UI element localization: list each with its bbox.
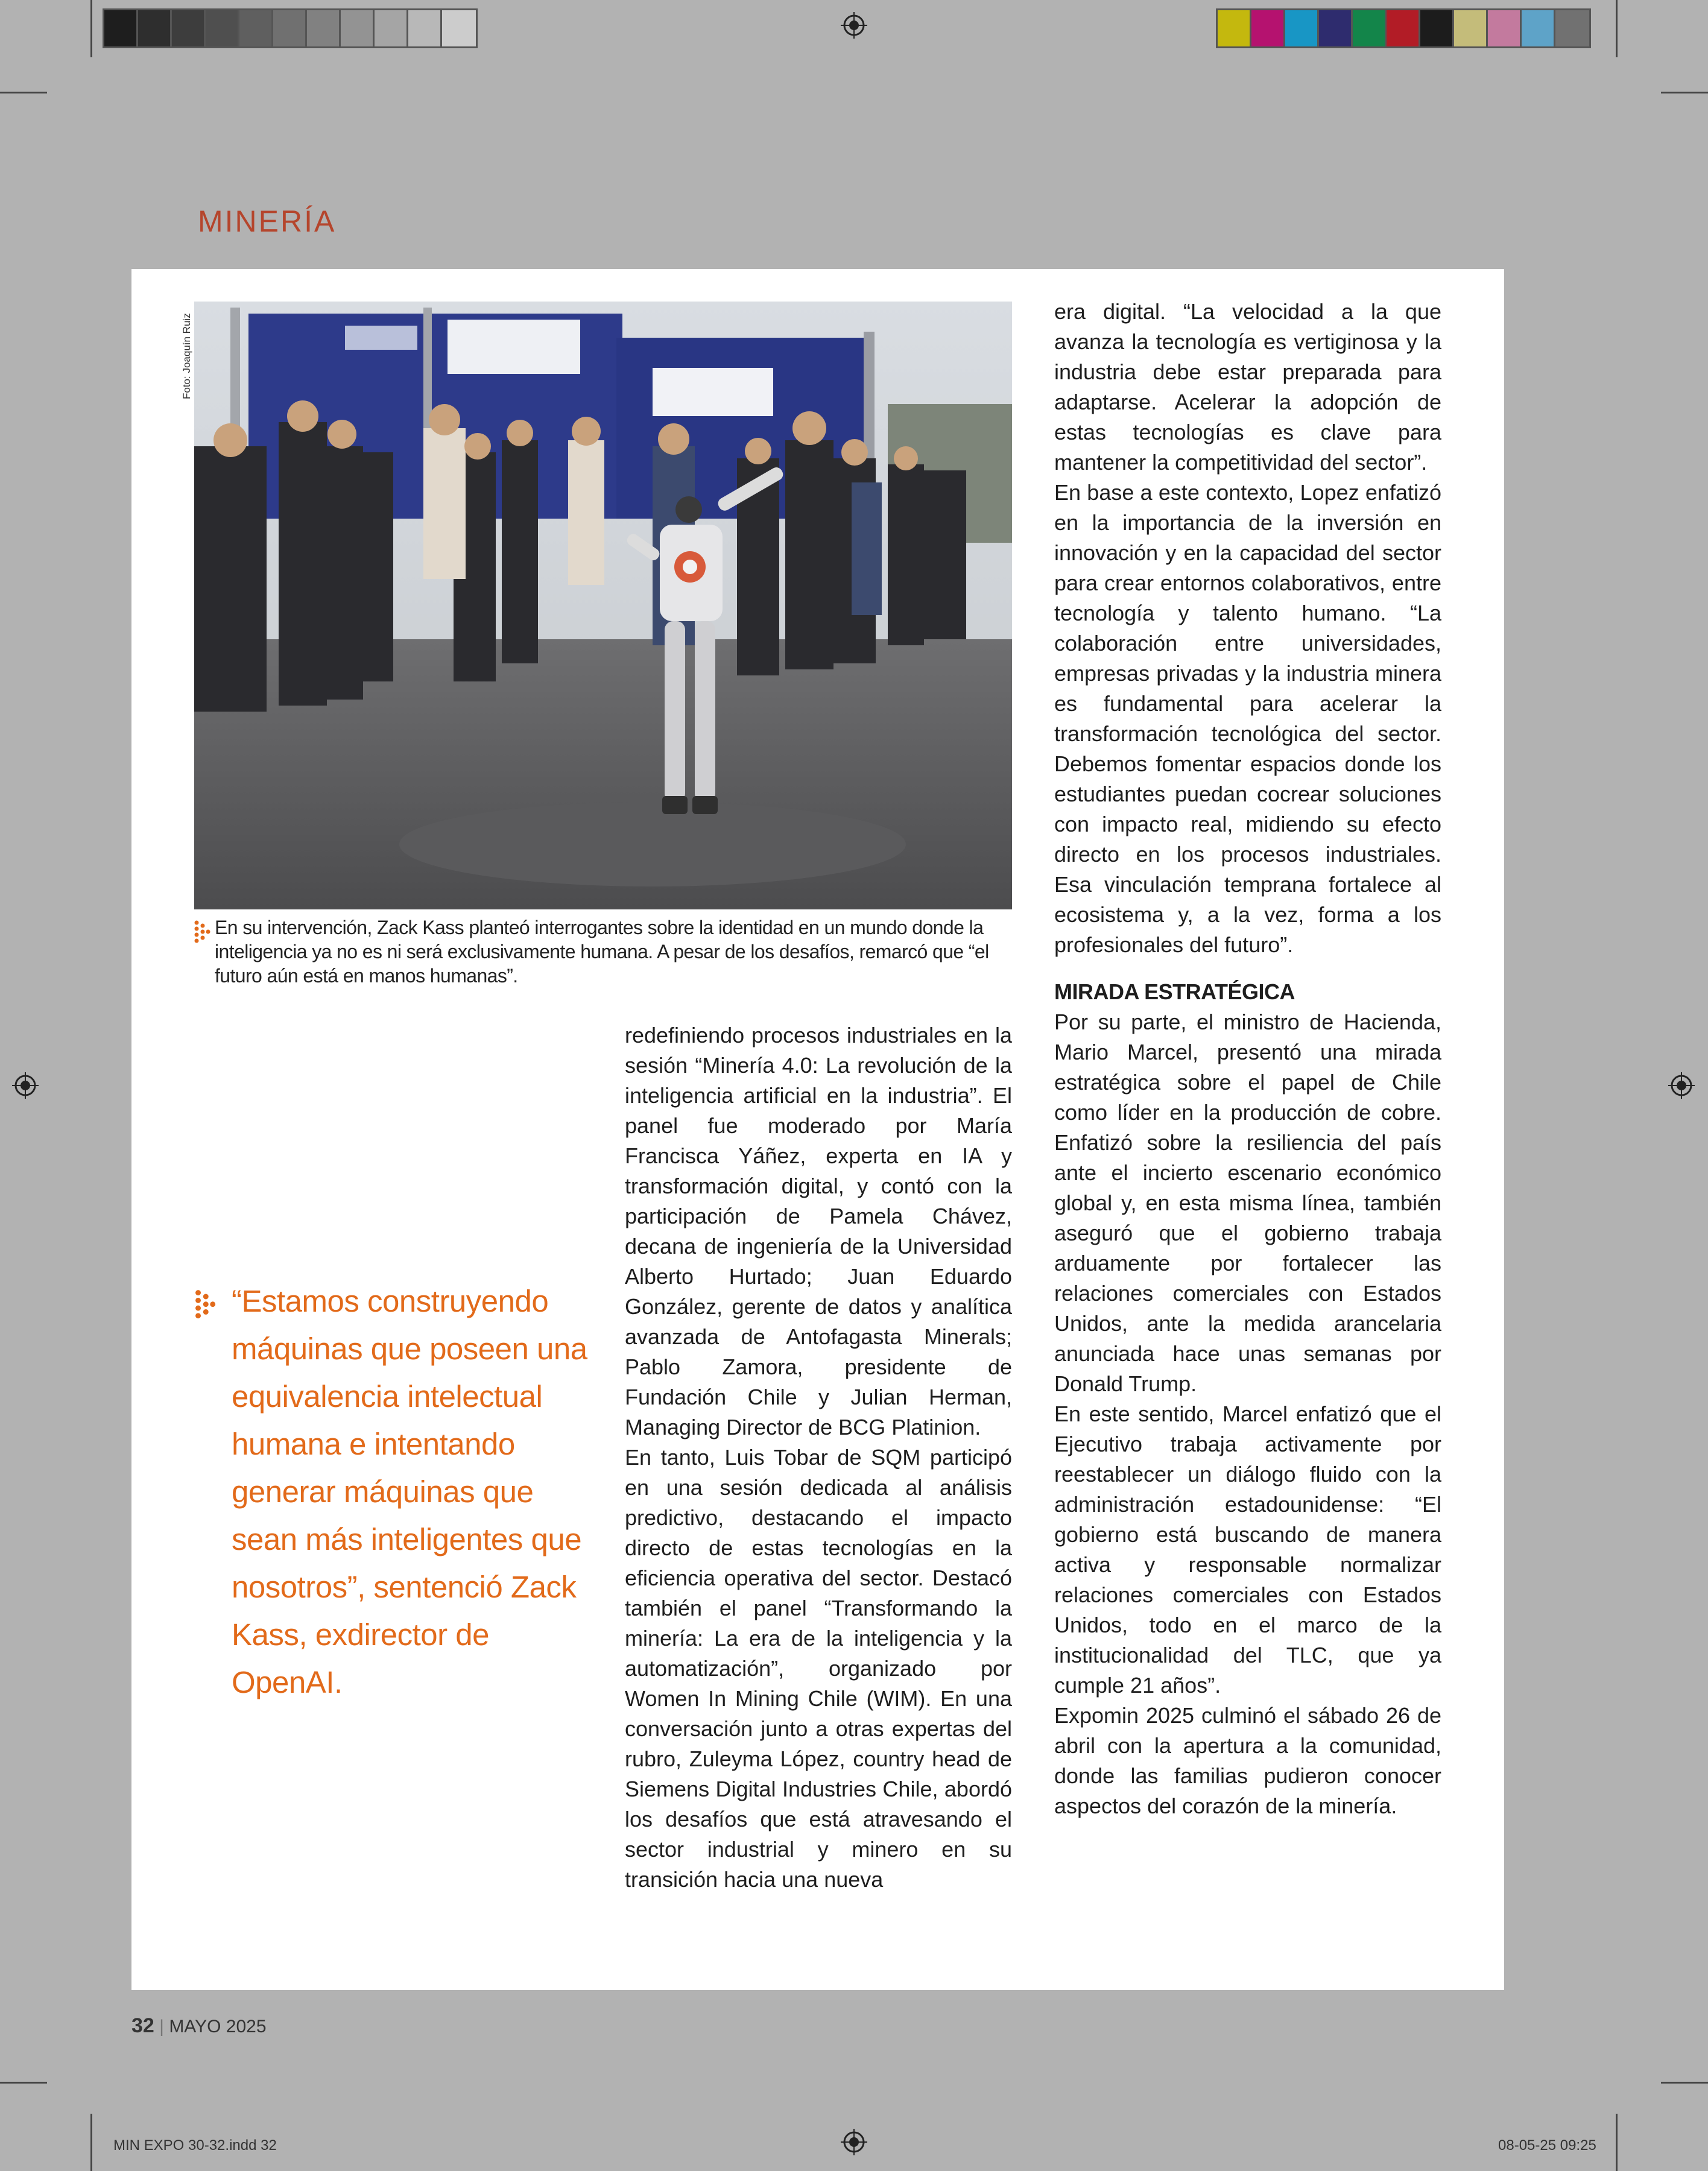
crop-mark bbox=[1661, 92, 1708, 93]
article-column-right bbox=[1054, 297, 1441, 1821]
registration-mark-icon bbox=[1668, 1072, 1695, 1099]
process-color-swatch bbox=[1218, 10, 1251, 46]
gray-swatch bbox=[408, 10, 442, 46]
crop-mark bbox=[1616, 2114, 1618, 2171]
quote-bullet-icon bbox=[193, 1288, 217, 1322]
crop-mark bbox=[90, 0, 92, 57]
gray-swatch bbox=[172, 10, 206, 46]
photo-credit-text: Foto: Joaquín Ruiz bbox=[181, 313, 192, 399]
process-color-swatch bbox=[1387, 10, 1420, 46]
body-paragraph: Por su parte, el ministro de Hacienda, Mario Marcel, presentó una mirada estratégica sobre el papel de Chile como líder en la producción de cobre. Enfatizó sobre la resiliencia del país ante el incierto escenario económico global y, en esta misma línea, también aseguró que el gobierno trabaja arduamente por fortalecer las relaciones comerciales con Estados Unidos, ante la medida arancelaria anunciada hace unas semanas por Donald Trump. bbox=[1054, 1010, 1441, 1396]
process-color-swatch bbox=[1488, 10, 1522, 46]
robot-crowd-photo bbox=[194, 302, 1012, 909]
photo-credit bbox=[172, 303, 197, 399]
process-color-swatch bbox=[1251, 10, 1285, 46]
gray-swatch bbox=[341, 10, 375, 46]
body-paragraph: Expomin 2025 culminó el sábado 26 de abril con la apertura a la comunidad, donde las familias pudieron conocer aspectos del corazón de la minería. bbox=[1054, 1703, 1441, 1818]
process-color-swatch bbox=[1353, 10, 1387, 46]
process-color-bar bbox=[1216, 8, 1591, 48]
issue-label: MAYO 2025 bbox=[169, 2017, 267, 2037]
gray-swatch bbox=[442, 10, 476, 46]
gray-swatch bbox=[273, 10, 307, 46]
section-title: MINERÍA bbox=[198, 204, 337, 238]
gray-swatch bbox=[239, 10, 273, 46]
registration-mark-icon bbox=[841, 12, 867, 39]
page-number: 32 bbox=[131, 2014, 154, 2037]
slug-date: 08-05-25 09:25 bbox=[1498, 2137, 1596, 2154]
slug-file: MIN EXPO 30-32.indd 32 bbox=[113, 2137, 277, 2154]
process-color-swatch bbox=[1522, 10, 1555, 46]
gray-swatch bbox=[206, 10, 239, 46]
process-color-swatch bbox=[1555, 10, 1589, 46]
page-folio: 32 | MAYO 2025 bbox=[131, 2014, 267, 2037]
process-color-swatch bbox=[1454, 10, 1488, 46]
registration-mark-icon bbox=[841, 2129, 867, 2155]
body-paragraph: En base a este contexto, Lopez enfatizó en la importancia de la inversión en innovación y en la capacidad del sector para crear entornos colaborativos, entre tecnología y talento humano. “La colaboración entre universidades, empresas privadas y la industria minera es fundamental para acelerar la transformación tecnológica del sector. Debemos fomentar espacios donde los estudiantes puedan cocrear soluciones con impacto real, midiendo su efecto directo en los procesos industriales. Esa vinculación temprana fortalece al ecosistema y, a la vez, forma a los profesionales del futuro”. bbox=[1054, 480, 1441, 957]
gray-swatch bbox=[104, 10, 138, 46]
gray-swatch bbox=[138, 10, 172, 46]
photo-caption: En su intervención, Zack Kass planteó interrogantes sobre la identidad en un mundo donde la inteligencia ya no es ni será exclusivamente humana. A pesar de los desafíos, remarcó que “el futuro aún está en manos humanas”. bbox=[215, 917, 989, 987]
grayscale-color-bar bbox=[103, 8, 478, 48]
caption-bullet-icon bbox=[193, 919, 211, 946]
gray-swatch bbox=[375, 10, 408, 46]
article-column-middle bbox=[625, 1020, 1012, 1895]
crop-mark bbox=[1661, 2082, 1708, 2084]
pull-quote: “Estamos construyendo máquinas que poseen una equivalencia intelectual humana e intentando generar máquinas que sean más inteligentes que nosotros”, sentenció Zack Kass, exdirector de OpenAI. bbox=[232, 1284, 587, 1699]
article-photo bbox=[194, 302, 1012, 909]
crop-mark bbox=[0, 2082, 47, 2084]
crop-mark bbox=[1616, 0, 1618, 57]
crop-mark bbox=[90, 2114, 92, 2171]
body-paragraph: En tanto, Luis Tobar de SQM participó en una sesión dedicada al análisis predictivo, destacando el impacto directo de estas tecnologías en la eficiencia operativa del sector. Destacó también el panel “Transformando la minería: La era de la inteligencia y la automatización”, organizado por Women In Mining Chile (WIM). En una conversación junto a otras expertas del rubro, Zuleyma López, country head de Siemens Digital Industries Chile, abordó los desafíos que está atravesando el sector industrial y minero en su transición hacia una nueva bbox=[625, 1445, 1012, 1892]
body-paragraph: En este sentido, Marcel enfatizó que el Ejecutivo trabaja activamente por reestablecer un diálogo fluido con la administración estadounidense: “El gobierno está buscando de manera activa y responsable normalizar relaciones comerciales con Estados Unidos, todo en el marco de la institucionalidad del TLC, que ya cumple 21 años”. bbox=[1054, 1402, 1441, 1698]
body-paragraph: era digital. “La velocidad a la que avanza la tecnología es vertiginosa y la industria debe estar preparada para adaptarse. Acelerar la adopción de estas tecnologías es clave para mantener la competitividad del sector”. bbox=[1054, 299, 1441, 475]
gray-swatch bbox=[307, 10, 341, 46]
process-color-swatch bbox=[1285, 10, 1319, 46]
registration-mark-icon bbox=[12, 1072, 39, 1099]
process-color-swatch bbox=[1319, 10, 1353, 46]
body-paragraph: redefiniendo procesos industriales en la sesión “Minería 4.0: La revolución de la inteligencia artificial en la industria”. El panel fue moderado por María Francisca Yáñez, experta en IA y transformación digital, y contó con la participación de Pamela Chávez, decana de ingeniería de la Universidad Alberto Hurtado; Juan Eduardo González, gerente de datos y analítica avanzada de Antofagasta Minerals; Pablo Zamora, presidente de Fundación Chile y Julian Herman, Managing Director de BCG Platinion. bbox=[625, 1023, 1012, 1439]
process-color-swatch bbox=[1420, 10, 1454, 46]
crop-mark bbox=[0, 92, 47, 93]
subheading: MIRADA ESTRATÉGICA bbox=[1054, 979, 1295, 1004]
